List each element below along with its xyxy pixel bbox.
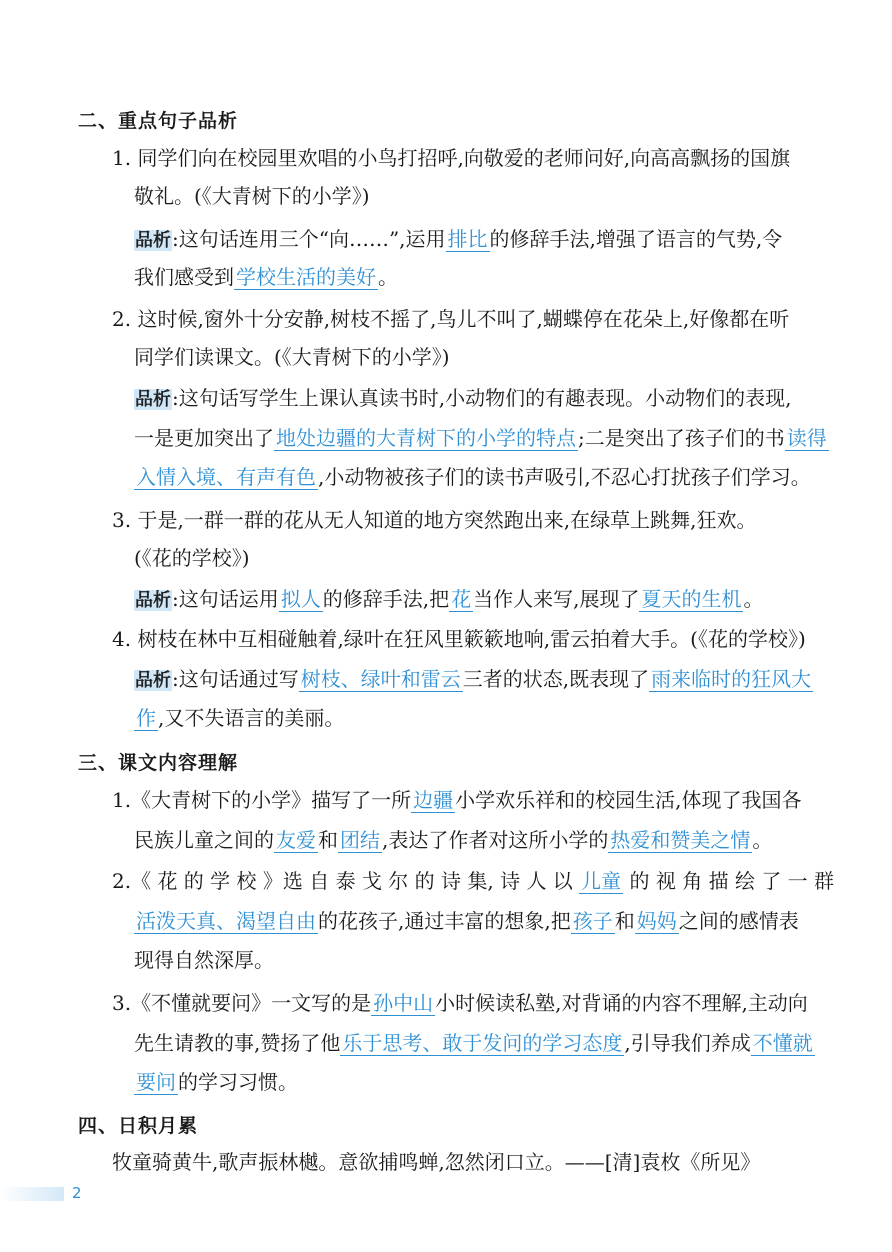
answer-blank: 学校生活的美好 [236, 265, 376, 289]
answer-blank: 边疆 [413, 788, 454, 812]
answer-blank: 作 [136, 706, 156, 730]
sentence-4: 4. 树枝在林中互相碰触着,绿叶在狂风里簌簌地响,雷云拍着大手。(《花的学校》) [112, 627, 806, 651]
sentence-3: 3. 于是,一群一群的花从无人知道的地方突然跑出来,在绿草上跳舞,狂欢。 [112, 508, 757, 532]
understanding-2-line-2: 活泼天真、渴望自由 的花孩子,通过丰富的想象,把 孩子 和 妈妈 之间的感情表 [136, 909, 799, 933]
answer-blank: 乐于思考、敢于发问的学习态度 [342, 1031, 623, 1055]
understanding-3-line-2: 先生请教的事,赞扬了他 乐于思考、敢于发问的学习态度 ,引导我们养成 不懂就 [134, 1031, 813, 1055]
understanding-3-line-1: 3.《不懂就要问》一文写的是 孙中山 小时候读私塾,对背诵的内容不理解,主动向 [112, 991, 808, 1015]
analysis-tag: 品析 [135, 670, 171, 691]
analysis-2-line-3: 入情入境、有声有色 ,小动物被孩子们的读书声吸引,不忍心打扰孩子们学习。 [136, 465, 811, 489]
understanding-2-line-1: 2.《 花 的 学 校 》选 自 泰 戈 尔 的 诗 集, 诗 人 以 儿童 的 视 角 描 绘 了 一 群 [112, 869, 835, 893]
page-number-bar [0, 1187, 64, 1201]
analysis-tag: 品析 [135, 230, 171, 251]
page-number: 2 [72, 1184, 82, 1202]
answer-blank: 入情入境、有声有色 [136, 465, 316, 489]
answer-blank: 要问 [136, 1070, 176, 1094]
answer-blank: 夏天的生机 [641, 587, 742, 611]
section-heading-key-sentences: 二、重点句子品析 [78, 110, 239, 132]
answer-blank: 地处边疆的大青树下的小学的特点 [276, 426, 576, 450]
answer-blank: 读得 [786, 426, 827, 450]
answer-blank: 孙中山 [373, 991, 434, 1015]
poem-line: 牧童骑黄牛,歌声振林樾。意欲捕鸣蝉,忽然闭口立。——[清]袁枚《所见》 [112, 1150, 761, 1174]
answer-blank: 团结 [340, 828, 380, 852]
answer-blank: 友爱 [276, 828, 316, 852]
sentence-1-source: 敬礼。(《大青树下的小学》) [134, 184, 370, 208]
analysis-tag: 品析 [135, 389, 171, 410]
understanding-1-line-2: 民族儿童之间的 友爱 和 团结 ,表达了作者对这所小学的 热爱和赞美之情 。 [134, 828, 773, 852]
understanding-3-line-3: 要问 的学习习惯。 [136, 1070, 298, 1094]
answer-blank: 树枝、绿叶和雷云 [300, 667, 461, 691]
analysis-3: 品析:这句话运用 拟人 的修辞手法,把 花 当作人来写,展现了 夏天的生机 。 [135, 587, 764, 611]
sentence-3-source: (《花的学校》) [134, 546, 250, 570]
understanding-1-line-1: 1.《大青树下的小学》描写了一所 边疆 小学欢乐祥和的校园生活,体现了我国各 [112, 788, 802, 812]
answer-blank: 儿童 [581, 869, 622, 893]
analysis-1-line-1: 品析:这句话连用三个“向……”,运用 排比 的修辞手法,增强了语言的气势,令 [135, 227, 783, 251]
section-heading-daily-accumulation: 四、日积月累 [78, 1115, 199, 1137]
analysis-4-line-2: 作 ,又不失语言的美丽。 [136, 706, 345, 730]
analysis-tag: 品析 [135, 590, 171, 611]
answer-blank: 雨来临时的狂风大 [651, 667, 812, 691]
analysis-4-line-1: 品析:这句话通过写 树枝、绿叶和雷云 三者的状态,既表现了 雨来临时的狂风大 [135, 667, 812, 691]
answer-blank: 热爱和赞美之情 [610, 828, 751, 852]
section-heading-text-understanding: 三、课文内容理解 [78, 752, 239, 774]
answer-blank: 不懂就 [752, 1031, 813, 1055]
analysis-1-line-2: 我们感受到 学校生活的美好 。 [134, 265, 398, 289]
answer-blank: 花 [451, 587, 472, 611]
answer-blank: 拟人 [280, 587, 321, 611]
answer-blank: 排比 [447, 227, 488, 251]
answer-blank: 妈妈 [636, 909, 677, 933]
answer-blank: 活泼天真、渴望自由 [136, 909, 316, 933]
sentence-1: 1. 同学们向在校园里欢唱的小鸟打招呼,向敬爱的老师问好,向高高飘扬的国旗 [112, 146, 791, 170]
analysis-2-line-1: 品析:这句话写学生上课认真读书时,小动物们的有趣表现。小动物们的表现, [135, 386, 792, 410]
sentence-2: 2. 这时候,窗外十分安静,树枝不摇了,鸟儿不叫了,蝴蝶停在花朵上,好像都在听 [112, 307, 790, 331]
answer-blank: 孩子 [572, 909, 613, 933]
understanding-2-line-3: 现得自然深厚。 [134, 948, 274, 972]
analysis-2-line-2: 一是更加突出了 地处边疆的大青树下的小学的特点 ;二是突出了孩子们的书 读得 [134, 426, 827, 450]
sentence-2-source: 同学们读课文。(《大青树下的小学》) [134, 345, 450, 369]
